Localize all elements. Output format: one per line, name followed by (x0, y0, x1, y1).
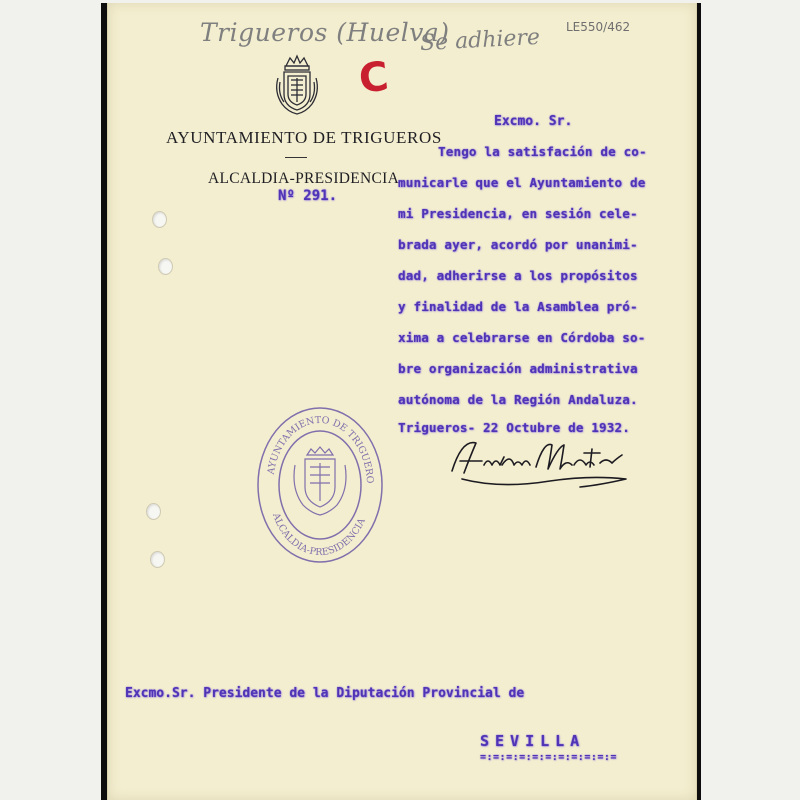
office-heading: ALCALDIA-PRESIDENCIA (208, 170, 400, 187)
body-line: bre organización administrativa (398, 361, 638, 376)
municipal-seal (255, 405, 385, 570)
body-line: brada ayer, acordó por unanimi- (398, 237, 638, 252)
town-annotation: Trigueros (Huelva) (200, 18, 450, 47)
body-line: dad, adherirse a los propósitos (398, 268, 638, 283)
body-line: Tengo la satisfación de co- (438, 144, 647, 159)
punch-hole (150, 551, 165, 568)
salutation: Excmo. Sr. (494, 114, 573, 129)
punch-hole (152, 211, 167, 228)
city-underline: =:=:=:=:=:=:=:=:=:=:= (480, 752, 617, 763)
destination-city: SEVILLA (480, 732, 586, 750)
heading-divider (285, 157, 307, 158)
body-line: y finalidad de la Asamblea pró- (398, 299, 638, 314)
svg-text:ALCALDIA-PRESIDENCIA: ALCALDIA-PRESIDENCIA (270, 511, 368, 559)
punch-hole (158, 258, 173, 275)
body-line: xima a celebrarse en Córdoba so- (398, 330, 646, 345)
date-line: Trigueros- 22 Octubre de 1932. (398, 420, 630, 435)
archive-reference: LE550/462 (566, 20, 631, 34)
red-pencil-mark: C (356, 53, 391, 103)
coat-of-arms-icon (272, 54, 322, 121)
body-line: autónoma de la Región Andaluza. (398, 392, 638, 407)
institution-heading: AYUNTAMIENTO DE TRIGUEROS (166, 128, 442, 147)
recipient-line: Excmo.Sr. Presidente de la Diputación Provincial de (125, 686, 525, 701)
adhesion-annotation: Se adhiere (419, 24, 541, 57)
document-number: Nº 291. (278, 188, 338, 204)
body-line: mi Presidencia, en sesión cele- (398, 206, 638, 221)
handwritten-signature (440, 435, 640, 502)
svg-text:AYUNTAMIENTO DE TRIGUEROS: AYUNTAMIENTO DE TRIGUERO (265, 414, 376, 484)
body-line: municarle que el Ayuntamiento de (398, 175, 646, 190)
punch-hole (146, 503, 161, 520)
